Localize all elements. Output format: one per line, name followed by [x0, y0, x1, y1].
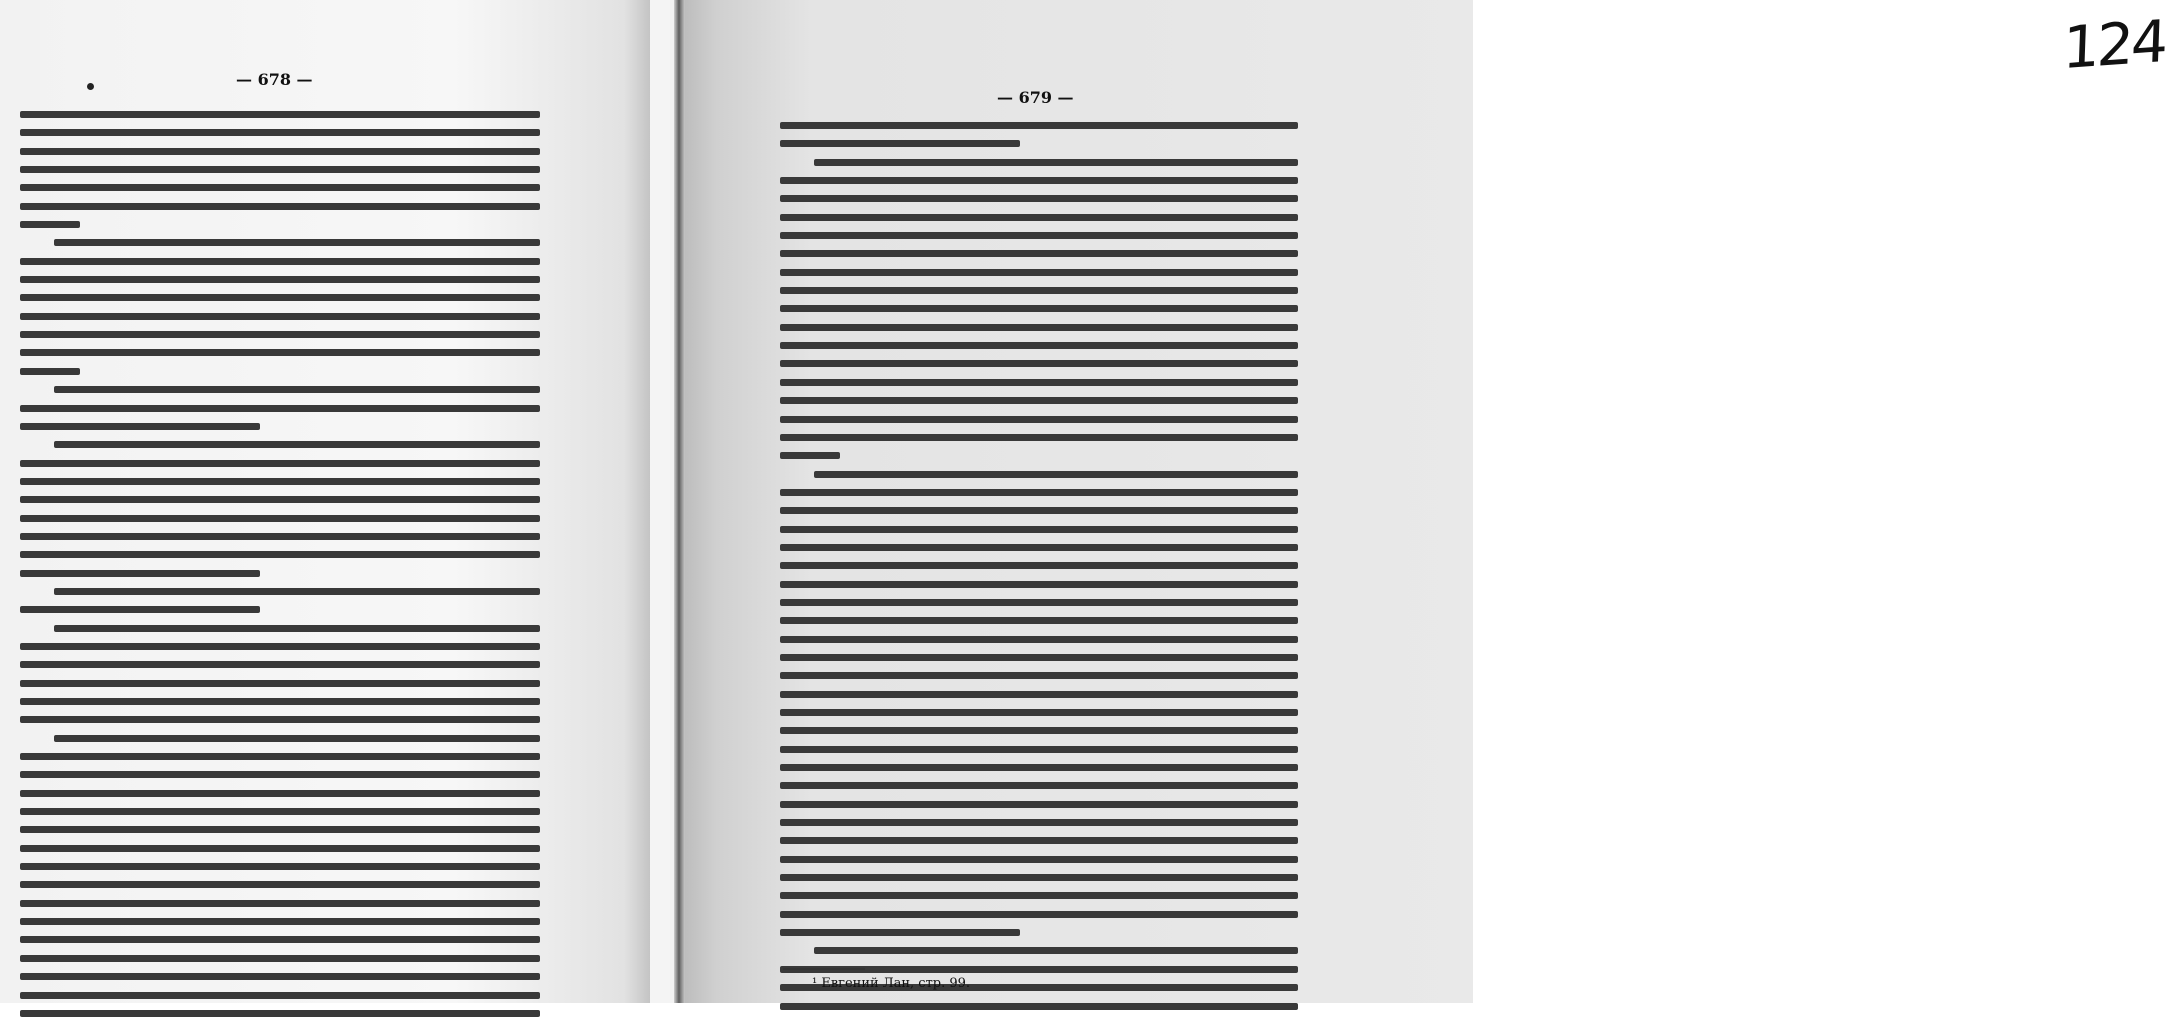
text-line: [780, 452, 840, 459]
footnote: ¹ Евгений Лан, стр. 99.: [812, 976, 971, 991]
text-line: [814, 471, 1298, 478]
text-line: [780, 599, 1298, 606]
text-line: [780, 911, 1298, 918]
text-line: [780, 489, 1298, 496]
text-line: [780, 287, 1298, 294]
text-line: [780, 416, 1298, 423]
text-line: [20, 276, 540, 283]
text-line: [780, 1003, 1298, 1010]
text-line: [780, 507, 1298, 514]
text-line: [20, 203, 540, 210]
text-line: [780, 562, 1298, 569]
left-page: [0, 0, 650, 1003]
text-line: [20, 606, 260, 613]
text-line: [54, 441, 540, 448]
text-line: [780, 929, 1020, 936]
text-line: [20, 478, 540, 485]
text-line: [780, 324, 1298, 331]
text-line: [780, 874, 1298, 881]
text-line: [54, 625, 540, 632]
text-line: [20, 936, 540, 943]
text-line: [814, 159, 1298, 166]
text-line: [20, 405, 540, 412]
text-line: [780, 672, 1298, 679]
text-line: [20, 221, 80, 228]
text-line: [20, 166, 540, 173]
text-line: [20, 680, 540, 687]
text-line: [20, 496, 540, 503]
text-line: [780, 856, 1298, 863]
text-line: [20, 515, 540, 522]
text-line: [20, 349, 540, 356]
text-line: [54, 239, 540, 246]
text-line: [780, 617, 1298, 624]
text-line: [20, 294, 540, 301]
text-line: [780, 526, 1298, 533]
text-line: [780, 892, 1298, 899]
text-line: [780, 232, 1298, 239]
text-line: [20, 148, 540, 155]
text-line: [780, 819, 1298, 826]
text-line: [780, 342, 1298, 349]
text-line: [20, 790, 540, 797]
text-line: [20, 258, 540, 265]
text-line: [20, 111, 540, 118]
text-line: [780, 122, 1298, 129]
left-page-number: — 678 —: [236, 70, 313, 89]
text-line: [20, 771, 540, 778]
text-line: [780, 305, 1298, 312]
text-line: [20, 368, 80, 375]
text-line: [780, 709, 1298, 716]
text-line: [780, 360, 1298, 367]
text-line: [20, 973, 540, 980]
text-line: [20, 661, 540, 668]
text-line: [780, 434, 1298, 441]
text-line: [780, 654, 1298, 661]
text-line: [780, 195, 1298, 202]
right-page-text: [780, 122, 1298, 1021]
text-line: [20, 992, 540, 999]
text-line: [20, 129, 540, 136]
text-line: [780, 691, 1298, 698]
text-line: [20, 716, 540, 723]
text-line: [20, 900, 540, 907]
text-line: [20, 753, 540, 760]
text-line: [54, 735, 540, 742]
text-line: [780, 727, 1298, 734]
text-line: [20, 313, 540, 320]
text-line: [780, 801, 1298, 808]
text-line: [20, 184, 540, 191]
text-line: [780, 782, 1298, 789]
text-line: [814, 947, 1298, 954]
text-line: [780, 581, 1298, 588]
text-line: [780, 177, 1298, 184]
text-line: [780, 379, 1298, 386]
text-line: [20, 826, 540, 833]
left-page-text: [20, 111, 540, 1028]
right-page-number: — 679 —: [997, 88, 1074, 107]
text-line: [20, 331, 540, 338]
text-line: [20, 955, 540, 962]
ink-spot: [87, 83, 94, 90]
book-gutter: [674, 0, 685, 1003]
text-line: [20, 460, 540, 467]
text-line: [780, 397, 1298, 404]
text-line: [54, 588, 540, 595]
text-line: [780, 140, 1020, 147]
text-line: [780, 837, 1298, 844]
handwritten-number: 124: [2061, 7, 2167, 83]
text-line: [20, 1010, 540, 1017]
text-line: [20, 918, 540, 925]
text-line: [20, 423, 260, 430]
text-line: [54, 386, 540, 393]
text-line: [20, 698, 540, 705]
text-line: [780, 214, 1298, 221]
text-line: [780, 636, 1298, 643]
footnote-rule: [783, 968, 865, 970]
text-line: [20, 808, 540, 815]
text-line: [20, 551, 540, 558]
text-line: [20, 881, 540, 888]
text-line: [20, 643, 540, 650]
text-line: [20, 533, 540, 540]
text-line: [20, 845, 540, 852]
text-line: [780, 764, 1298, 771]
text-line: [780, 544, 1298, 551]
text-line: [780, 250, 1298, 257]
text-line: [20, 570, 260, 577]
text-line: [780, 746, 1298, 753]
text-line: [20, 863, 540, 870]
text-line: [780, 269, 1298, 276]
